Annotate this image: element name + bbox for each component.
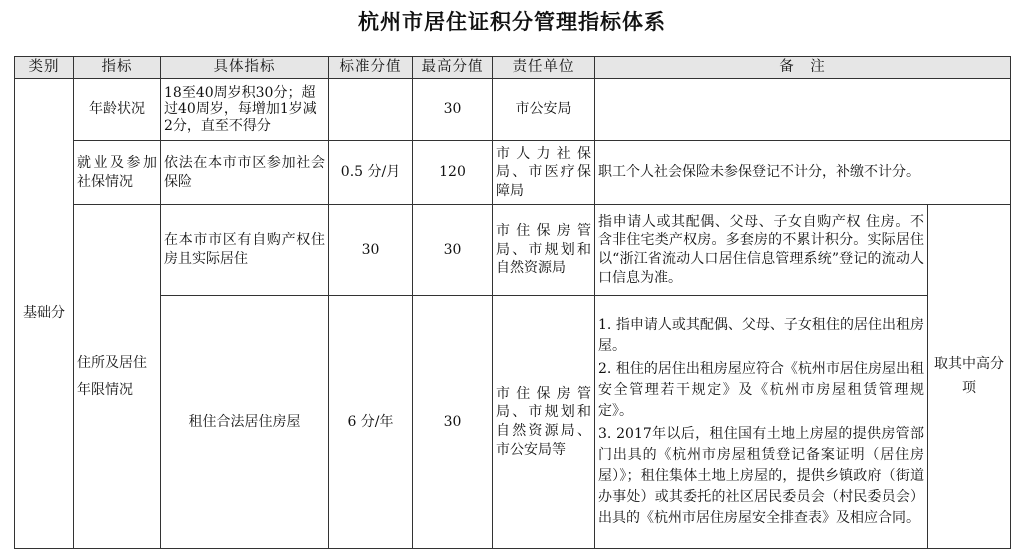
specific-cell: 18至40周岁积30分；超过40周岁，每增加1岁减2分，直至不得分 — [161, 79, 329, 141]
table-row — [15, 141, 1011, 205]
max-cell: 30 — [413, 79, 493, 141]
note-cell — [595, 79, 1011, 141]
standard-cell: 6 分/年 — [329, 296, 413, 549]
max-cell: 30 — [413, 205, 493, 296]
standard-cell — [329, 79, 413, 141]
table-row — [15, 205, 1011, 296]
table-row — [15, 296, 1011, 549]
indicator-cell: 就业及参加社保情况 — [74, 141, 161, 205]
table-row — [15, 79, 1011, 141]
page-title: 杭州市居住证积分管理指标体系 — [358, 10, 666, 34]
header-specific: 具体指标 — [161, 57, 329, 79]
unit-cell: 市公安局 — [493, 79, 595, 141]
standard-cell: 30 — [329, 205, 413, 296]
category-cell: 基础分 — [15, 79, 74, 549]
header-max: 最高分值 — [413, 57, 493, 79]
header-standard: 标准分值 — [329, 57, 413, 79]
indicator-table — [14, 56, 1011, 549]
header-indicator: 指标 — [74, 57, 161, 79]
header-unit: 责任单位 — [493, 57, 595, 79]
unit-cell: 市人力社保局、市医疗保障局 — [493, 141, 595, 205]
specific-cell: 在本市市区有自购产权住房且实际居住 — [161, 205, 329, 296]
note-item: 1. 指申请人或其配偶、父母、子女租住的居住出租房屋。 — [598, 317, 924, 354]
header-row — [15, 57, 1011, 79]
max-cell: 30 — [413, 296, 493, 549]
note-cell: 指申请人或其配偶、父母、子女自购产权 住房。不含非住宅类产权房。多套房的不累计积分。实际居住以“浙江省流动人口居住信息管理系统”登记的流动人口信息为准。 — [595, 205, 928, 296]
header-category: 类别 — [15, 57, 74, 79]
indicator-cell: 住所及居住年限情况 — [74, 205, 161, 549]
specific-cell: 租住合法居住房屋 — [161, 296, 329, 549]
note-item: 3. 2017年以后，租住国有土地上房屋的提供房管部门出具的《杭州市房屋租赁登记备案证明（居住房屋）》；租住集体土地上房屋的，提供乡镇政府（街道办事处）或其委托的社区居民委员会（村民委员会）出具的《杭州市居住房屋安全排查表》及相应合同。 — [598, 426, 924, 526]
note-item: 2. 租住的居住出租房屋应符合《杭州市居住房屋出租安全管理若干规定》及《杭州市房屋租赁管理规定》。 — [598, 361, 924, 419]
note-cell: 职工个人社会保险未参保登记不计分，补缴不计分。 — [595, 141, 1011, 205]
side-note-cell: 取其中高分项 — [928, 205, 1011, 549]
unit-cell: 市住保房管局、市规划和自然资源局 — [493, 205, 595, 296]
standard-cell: 0.5 分/月 — [329, 141, 413, 205]
header-note: 备 注 — [595, 57, 1011, 79]
max-cell: 120 — [413, 141, 493, 205]
indicator-cell: 年龄状况 — [74, 79, 161, 141]
specific-cell: 依法在本市市区参加社会保险 — [161, 141, 329, 205]
note-cell — [595, 296, 928, 549]
unit-cell: 市住保房管局、市规划和自然资源局、市公安局等 — [493, 296, 595, 549]
